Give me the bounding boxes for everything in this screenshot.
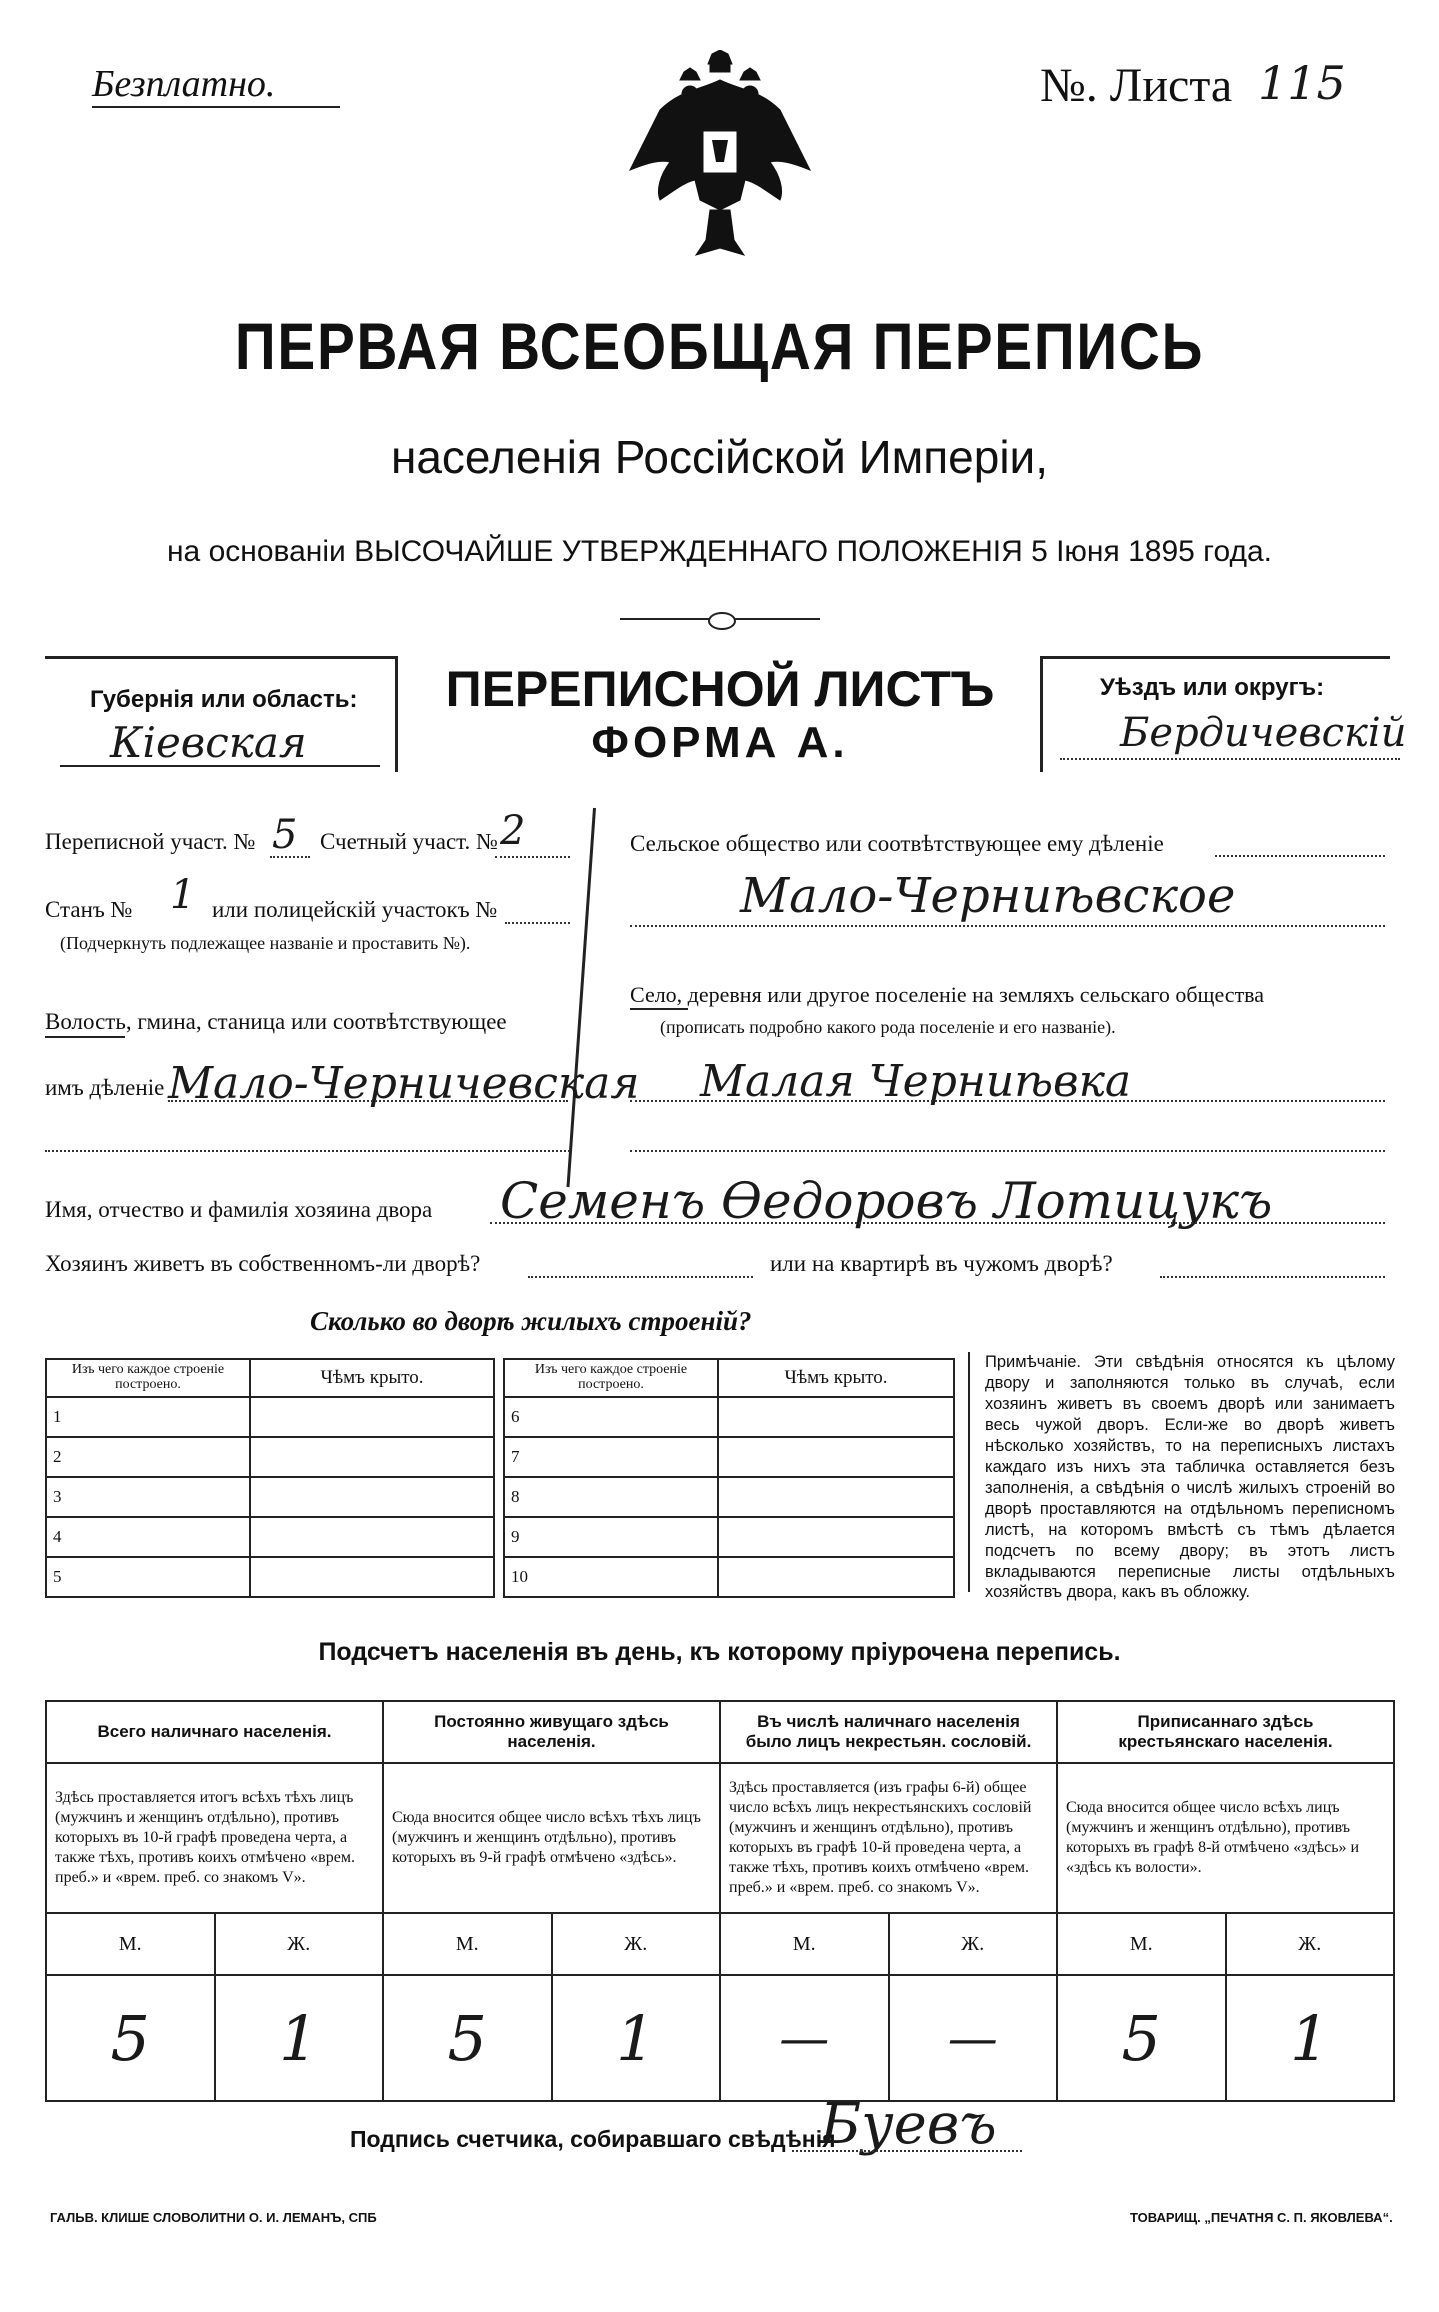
own-yard-line — [528, 1276, 753, 1278]
village-line — [630, 1100, 1385, 1102]
volost-underline — [45, 1036, 125, 1038]
female-label: Ж. — [889, 1913, 1058, 1975]
census-section-value: 5 — [272, 812, 298, 858]
police-label: или полицейскій участокъ № — [212, 897, 498, 922]
signature-label: Подпись счетчика, собиравшаго свѣдѣнія — [350, 2126, 836, 2152]
registered-female-count[interactable]: 1 — [1226, 1975, 1395, 2101]
structure-roof-cell[interactable] — [718, 1517, 954, 1557]
owner-name-label: Имя, отчество и фамилія хозяина двора — [45, 1197, 433, 1222]
col-roof-header: Чѣмъ крыто. — [718, 1359, 954, 1397]
own-yard-label: Хозяинъ живетъ въ собственномъ-ли дворѣ? — [45, 1251, 481, 1276]
society-value: Мало-Черниѣвское — [740, 868, 1236, 924]
rented-yard-line — [1160, 1276, 1385, 1278]
structure-roof-cell[interactable] — [718, 1557, 954, 1597]
male-label: М. — [46, 1913, 215, 1975]
female-label: Ж. — [1226, 1913, 1395, 1975]
province-label: Губернія или область: — [90, 686, 358, 713]
col-material-header: Изъ чего каждое строеніе построено. — [46, 1359, 250, 1397]
main-title: ПЕРВАЯ ВСЕОБЩАЯ ПЕРЕПИСЬ — [234, 309, 1205, 383]
signature-value: Буевъ — [820, 2092, 997, 2157]
pop-col-heading-non-peasant: Въ числѣ наличнаго населенія было лицъ некрестьян. сословій. — [720, 1701, 1057, 1763]
volost-line — [168, 1100, 568, 1102]
pop-col-heading-registered: Приписаннаго здѣсь крестьянскаго населенія. — [1057, 1701, 1394, 1763]
province-line — [60, 765, 380, 767]
society-line-end — [1215, 855, 1385, 857]
male-label: М. — [720, 1913, 889, 1975]
structure-roof-cell[interactable] — [250, 1517, 494, 1557]
volost-line-2 — [45, 1150, 570, 1152]
printer-right: ТОВАРИЩ. „ПЕЧАТНЯ С. П. ЯКОВЛЕВА“. — [1130, 2210, 1393, 2225]
sheet-number-value: 115 — [1258, 56, 1346, 110]
structure-row-number: 1 — [46, 1397, 250, 1437]
pop-col-desc-total: Здѣсь проставляется итогъ всѣхъ тѣхъ лицъ (мужчинъ и женщинъ отдѣльно), противъ которыхъ въ 10-й графѣ проведена черта, а также тѣхъ, противъ коихъ отмѣчено «врем. преб.» и «врем. преб. со знакомъ V». — [46, 1763, 383, 1913]
structure-row-number: 8 — [504, 1477, 718, 1517]
free-label-underline — [92, 106, 340, 108]
volost-value: Мало-Черничевская — [168, 1058, 640, 1109]
permanent-female-count[interactable]: 1 — [552, 1975, 721, 2101]
col-roof-header: Чѣмъ крыто. — [250, 1359, 494, 1397]
printer-left: ГАЛЬВ. КЛИШЕ СЛОВОЛИТНИ О. И. ЛЕМАНЪ, СПБ — [50, 2210, 377, 2225]
male-label: М. — [1057, 1913, 1226, 1975]
stan-note: (Подчеркнуть подлежащее названіе и проставить №). — [60, 933, 471, 953]
structure-row-number: 3 — [46, 1477, 250, 1517]
subtitle: населенія Россійской Имперіи, — [390, 431, 1049, 483]
structures-table-left — [45, 1358, 495, 1598]
registered-male-count[interactable]: 5 — [1057, 1975, 1226, 2101]
non-peasant-female-count[interactable]: — — [889, 1975, 1058, 2101]
structure-roof-cell[interactable] — [250, 1477, 494, 1517]
female-label: Ж. — [552, 1913, 721, 1975]
stan-label: Станъ № — [45, 897, 133, 922]
district-line — [1060, 758, 1400, 760]
legal-basis: на основаніи ВЫСОЧАЙШЕ УТВЕРЖДЕННАГО ПОЛОЖЕНІЯ 5 Іюня 1895 года. — [166, 535, 1272, 568]
district-label: Уѣздъ или округъ: — [1100, 674, 1325, 701]
village-value: Малая Черниѣвка — [700, 1056, 1132, 1107]
pop-col-heading-total: Всего наличнаго населенія. — [46, 1701, 383, 1763]
police-line — [505, 922, 570, 924]
rented-yard-label: или на квартирѣ въ чужомъ дворѣ? — [770, 1251, 1113, 1276]
structure-roof-cell[interactable] — [718, 1477, 954, 1517]
pop-col-desc-registered: Сюда вносится общее число всѣхъ лицъ (мужчинъ и женщинъ отдѣльно), противъ которыхъ въ графѣ 8-й отмѣчено «здѣсь» и «здѣсь къ волости». — [1057, 1763, 1394, 1913]
structure-roof-cell[interactable] — [718, 1437, 954, 1477]
ornament-divider — [620, 612, 820, 626]
province-value: Кіевская — [110, 718, 307, 767]
village-line-2 — [630, 1150, 1385, 1152]
imperial-eagle-emblem — [620, 50, 820, 270]
pop-col-desc-non-peasant: Здѣсь проставляется (изъ графы 6-й) общее число всѣхъ лицъ некрестьянскихъ сословій (мужчинъ и женщинъ отдѣльно), противъ которыхъ въ графѣ 10-й проведена черта, а также тѣхъ, противъ коихъ отмѣчено «врем. преб.» и «врем. преб. со знакомъ V». — [720, 1763, 1057, 1913]
village-note: (прописать подробно какого рода поселеніе и его названіе). — [660, 1017, 1116, 1037]
permanent-male-count[interactable]: 5 — [383, 1975, 552, 2101]
structure-row-number: 5 — [46, 1557, 250, 1597]
form-subtitle: ФОРМА А. — [591, 718, 849, 767]
owner-name-line — [490, 1222, 1385, 1224]
structure-row-number: 2 — [46, 1437, 250, 1477]
population-title: Подсчетъ населенія въ день, къ которому пріурочена перепись. — [318, 1638, 1121, 1666]
female-label: Ж. — [215, 1913, 384, 1975]
male-label: М. — [383, 1913, 552, 1975]
census-section-line — [270, 856, 310, 858]
structure-roof-cell[interactable] — [250, 1437, 494, 1477]
structures-note: Примѣчаніе. Эти свѣдѣнія относятся къ цѣлому двору и заполняются только въ случаѣ, если хозяинъ живетъ въ своемъ дворѣ или занимаетъ весь чужой дворъ. Если-же во дворѣ живетъ нѣсколько хозяйствъ, то на переписныхъ листахъ каждаго изъ нихъ эта табличка оставляется безъ заполненія, а свѣдѣнія о числѣ жилыхъ строеній во дворѣ проставляются на отдѣльномъ переписномъ листѣ, на которомъ вмѣстѣ съ тѣмъ дѣлается подсчетъ по всему двору; въ этотъ листъ вкладываются переписные листы отдѣльныхъ хозяйствъ двора, какъ въ обложку. — [985, 1353, 1395, 1602]
stan-value: 1 — [170, 872, 196, 918]
structure-row-number: 10 — [504, 1557, 718, 1597]
non-peasant-male-count[interactable]: — — [720, 1975, 889, 2101]
count-section-label: Счетный участ. № — [320, 829, 498, 854]
sheet-number-label: №. Листа — [1040, 59, 1233, 112]
structure-row-number: 9 — [504, 1517, 718, 1557]
total-female-count[interactable]: 1 — [215, 1975, 384, 2101]
col-material-header: Изъ чего каждое строеніе построено. — [504, 1359, 718, 1397]
free-label: Безплатно. — [92, 63, 276, 105]
structure-roof-cell[interactable] — [718, 1397, 954, 1437]
census-section-label: Переписной участ. № — [45, 829, 256, 854]
owner-name-value: Семенъ Ѳедоровъ Лотицукъ — [500, 1172, 1273, 1230]
structures-question: Сколько во дворѣ жилыхъ строеній? — [310, 1306, 752, 1336]
district-value: Бердичевскій — [1120, 710, 1407, 756]
structure-row-number: 7 — [504, 1437, 718, 1477]
count-section-line — [495, 856, 570, 858]
pop-col-heading-permanent: Постоянно живущаго здѣсь населенія. — [383, 1701, 720, 1763]
society-label: Сельское общество или соотвѣтствующее ему дѣленіе — [630, 831, 1164, 856]
population-table — [45, 1700, 1395, 2102]
structure-row-number: 4 — [46, 1517, 250, 1557]
structures-table-right — [503, 1358, 955, 1598]
pop-col-desc-permanent: Сюда вносится общее число всѣхъ тѣхъ лицъ (мужчинъ и женщинъ отдѣльно), противъ которыхъ въ 9-й графѣ отмѣчено «здѣсь». — [383, 1763, 720, 1913]
village-label: Село, деревня или другое поселеніе на земляхъ сельскаго общества — [630, 982, 1265, 1007]
village-underline — [630, 1008, 688, 1010]
form-title: ПЕРЕПИСНОЙ ЛИСТЪ — [445, 661, 995, 717]
structure-roof-cell[interactable] — [250, 1557, 494, 1597]
structure-roof-cell[interactable] — [250, 1397, 494, 1437]
total-male-count[interactable]: 5 — [46, 1975, 215, 2101]
society-line — [630, 925, 1385, 927]
volost-label2: имъ дѣленіе — [45, 1075, 165, 1100]
count-section-value: 2 — [500, 808, 526, 854]
volost-label: Волость, гмина, станица или соотвѣтствующее — [45, 1009, 507, 1034]
signature-line — [792, 2150, 1022, 2152]
structure-row-number: 6 — [504, 1397, 718, 1437]
